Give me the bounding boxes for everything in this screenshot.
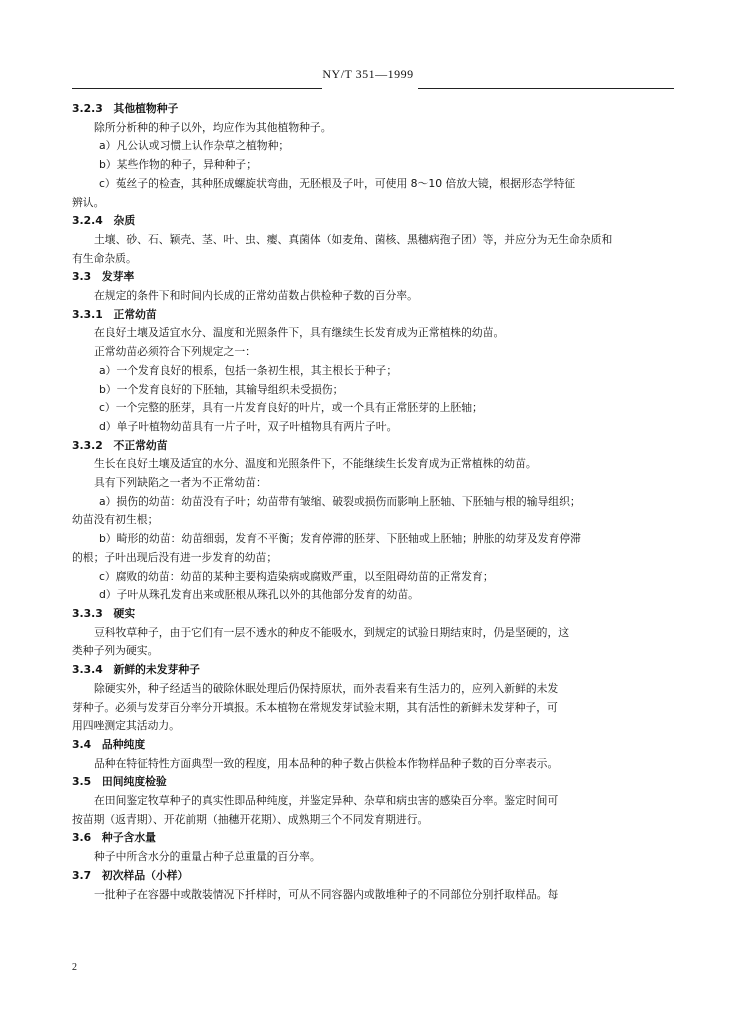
- section-heading-3-3-3: 3.3.3 硬实: [72, 606, 136, 620]
- list-item: c）腐败的幼苗：幼苗的某种主要构造染病或腐败严重，以至阻碍幼苗的正常发育；: [99, 569, 494, 583]
- paragraph-line: 在田间鉴定牧草种子的真实性即品种纯度，并鉴定异种、杂草和病虫害的感染百分率。鉴定时间可: [94, 794, 559, 808]
- page-number: 2: [72, 962, 77, 973]
- list-item: a）损伤的幼苗：幼苗没有子叶；幼苗带有皱缩、破裂或损伤而影响上胚轴、下胚轴与根的输导组织；: [99, 494, 581, 508]
- paragraph-line: 在良好土壤及适宜水分、温度和光照条件下，具有继续生长发育成为正常植株的幼苗。: [94, 326, 505, 340]
- list-item: d）子叶从珠孔发育出来或胚根从珠孔以外的其他部分发育的幼苗。: [99, 588, 419, 602]
- section-heading-3-2-3: 3.2.3 其他植物种子: [72, 102, 179, 115]
- paragraph-line: 辨认。: [72, 195, 105, 209]
- paragraph-line: 有生命杂质。: [72, 251, 137, 265]
- paragraph-line: 一批种子在容器中或散装情况下扦样时，可从不同容器内或散堆种子的不同部位分别扦取样品。每: [94, 887, 559, 901]
- paragraph-line: 种子中所含水分的重量占种子总重量的百分率。: [94, 850, 321, 864]
- paragraph-line: 在规定的条件下和时间内长成的正常幼苗数占供检种子数的百分率。: [94, 289, 418, 303]
- paragraph-line: 除硬实外，种子经适当的破除休眠处理后仍保持原状，而外表看来有生活力的，应列入新鲜的未发: [94, 681, 559, 695]
- section-heading-3-7: 3.7 初次样品（小样）: [72, 868, 189, 882]
- section-heading-3-6: 3.6 种子含水量: [72, 831, 156, 845]
- paragraph-line: 芽种子。必须与发芽百分率分开填报。禾本植物在常规发芽试验末期，其有活性的新鲜未发芽种子，可: [72, 700, 558, 714]
- list-item: b）畸形的幼苗：幼苗细弱，发育不平衡；发育停滞的胚芽、下胚轴或上胚轴；肿胀的幼芽及发育停滞: [99, 532, 581, 546]
- section-heading-3-2-4: 3.2.4 杂质: [72, 214, 136, 228]
- body-text: [72, 100, 672, 904]
- header-rule-left: [72, 88, 322, 89]
- paragraph-line: 正常幼苗必须符合下列规定之一：: [94, 345, 256, 359]
- paragraph-line: 豆科牧草种子，由于它们有一层不透水的种皮不能吸水，到规定的试验日期结束时，仍是坚硬的，这: [94, 625, 570, 639]
- paragraph-line: 按苗期（返青期）、开花前期（抽穗开花期）、成熟期三个不同发育期进行。: [72, 812, 429, 826]
- paragraph-line: 除所分析种的种子以外，均应作为其他植物种子。: [94, 120, 332, 134]
- list-item: c）一个完整的胚芽，具有一片发育良好的叶片，或一个具有正常胚芽的上胚轴；: [99, 401, 483, 415]
- paragraph-line: 具有下列缺陷之一者为不正常幼苗：: [94, 476, 267, 490]
- section-heading-3-3-2: 3.3.2 不正常幼苗: [72, 438, 168, 452]
- header-rule-right: [418, 88, 674, 89]
- list-item: a）凡公认或习惯上认作杂草之植物种；: [99, 139, 290, 153]
- paragraph-line: 生长在良好土壤及适宜的水分、温度和光照条件下，不能继续生长发育成为正常植株的幼苗。: [94, 457, 537, 471]
- paragraph-line: 的根；子叶出现后没有进一步发育的幼苗；: [72, 550, 278, 564]
- paragraph-line: 土壤、砂、石、颖壳、茎、叶、虫、瘿、真菌体（如麦角、菌核、黑穗病孢子团）等，并应分为无生命杂质和: [94, 232, 613, 246]
- paragraph-line: 幼苗没有初生根；: [72, 513, 159, 527]
- section-heading-3-5: 3.5 田间纯度检验: [72, 775, 167, 789]
- section-heading-3-3-4: 3.3.4 新鲜的未发芽种子: [72, 663, 200, 677]
- list-item: b）某些作物的种子，异种种子；: [99, 158, 258, 172]
- paragraph-line: 类种子列为硬实。: [72, 644, 159, 658]
- paragraph-line: 品种在特征特性方面典型一致的程度，用本品种的种子数占供检本作物样品种子数的百分率表示。: [94, 756, 559, 770]
- list-item: c）菟丝子的检查，其种胚成螺旋状弯曲，无胚根及子叶，可使用 8～10 倍放大镜，根据形态学特征: [99, 176, 576, 190]
- paragraph-line: 用四唑测定其活动力。: [72, 719, 180, 733]
- list-item: b）一个发育良好的下胚轴，其输导组织未受损伤；: [99, 382, 344, 396]
- section-heading-3-3-1: 3.3.1 正常幼苗: [72, 307, 157, 321]
- document-code-header: NY/T 351—1999: [322, 67, 414, 81]
- section-heading-3-4: 3.4 品种纯度: [72, 737, 146, 751]
- list-item: d）单子叶植物幼苗具有一片子叶，双子叶植物具有两片子叶。: [99, 419, 398, 433]
- section-heading-3-3: 3.3 发芽率: [72, 270, 135, 284]
- list-item: a）一个发育良好的根系，包括一条初生根，其主根长于种子；: [99, 363, 398, 377]
